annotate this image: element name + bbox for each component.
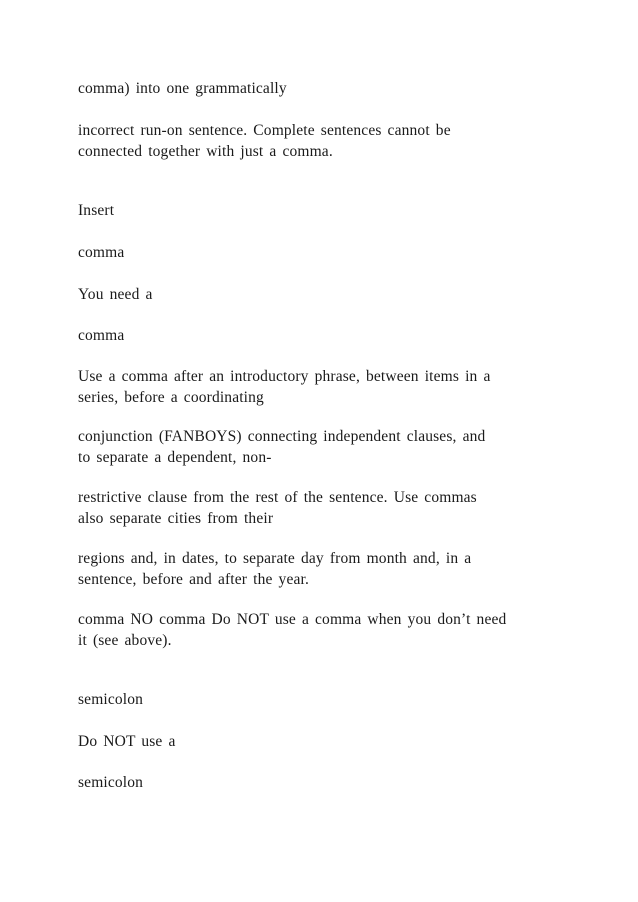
paragraph-regions-dates bbox=[78, 548, 568, 590]
text-line: conjunction (FANBOYS) connecting independent clauses, and bbox=[78, 428, 486, 445]
paragraph-semicolon-label bbox=[78, 689, 568, 710]
paragraph-comma-into-one bbox=[78, 78, 568, 99]
paragraph-comma-rules bbox=[78, 366, 568, 408]
text-line: You need a bbox=[78, 286, 153, 303]
paragraph-run-on-sentence bbox=[78, 120, 568, 162]
paragraph-restrictive-clause bbox=[78, 487, 568, 529]
text-line: connected together with just a comma. bbox=[78, 143, 333, 160]
text-line: sentence, before and after the year. bbox=[78, 571, 309, 588]
text-line: restrictive clause from the rest of the sentence. Use commas bbox=[78, 489, 477, 506]
text-line: comma bbox=[78, 244, 125, 261]
paragraph-semicolon-label-2 bbox=[78, 772, 568, 793]
text-line: comma NO comma Do NOT use a comma when you don’t need bbox=[78, 611, 507, 628]
text-line: comma) into one grammatically bbox=[78, 80, 287, 97]
text-line: it (see above). bbox=[78, 632, 172, 649]
paragraph-do-not-use-a bbox=[78, 731, 568, 752]
text-line: semicolon bbox=[78, 774, 144, 791]
paragraph-you-need-a bbox=[78, 284, 568, 305]
text-line: Do NOT use a bbox=[78, 733, 176, 750]
text-line: Insert bbox=[78, 202, 115, 219]
paragraph-no-comma bbox=[78, 609, 568, 651]
text-line: semicolon bbox=[78, 691, 144, 708]
paragraph-comma-label bbox=[78, 242, 568, 263]
paragraph-insert bbox=[78, 200, 568, 221]
text-line: comma bbox=[78, 327, 125, 344]
text-line: incorrect run-on sentence. Complete sentences cannot be bbox=[78, 122, 451, 139]
text-line: to separate a dependent, non- bbox=[78, 449, 272, 466]
paragraph-fanboys bbox=[78, 426, 568, 468]
paragraph-comma-label-2 bbox=[78, 325, 568, 346]
text-line: Use a comma after an introductory phrase, between items in a bbox=[78, 368, 491, 385]
text-line: series, before a coordinating bbox=[78, 389, 264, 406]
text-line: regions and, in dates, to separate day from month and, in a bbox=[78, 550, 472, 567]
text-line: also separate cities from their bbox=[78, 510, 274, 527]
